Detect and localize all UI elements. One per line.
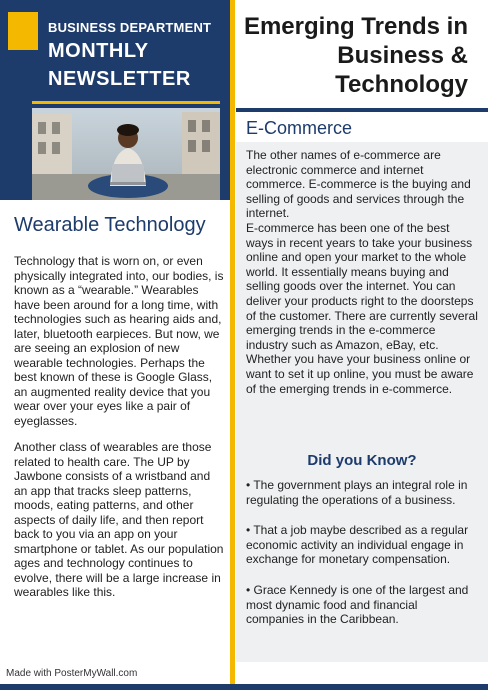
main-title-line: Business & [337, 42, 468, 69]
fact-item: • The government plays an integral role in regulating the operations of a business. [246, 478, 468, 507]
fact-item: • Grace Kennedy is one of the largest and most dynamic food and financial companies in the Caribbean. [246, 582, 469, 627]
title-underline-bar [236, 108, 488, 112]
ecommerce-paragraph: E-commerce has been one of the best ways in recent years to take your business online and open your market to the whole world. It essentially means buying and selling goods over the internet. You can deliver your products right to the doorsteps of the customer. There are currently several emerging trends in the e-commerce industry such as Amazon, eBay, etc. Whether you have your business online or want to set it up online, you must be aware of the emerging trends in e-commerce. [246, 220, 478, 396]
wearable-paragraph: Technology that is worn on, or even physically integrated into, our bodies, is known as a “wearable.” Wearables have been around for a long time, with technologies such as hearing aids and, later, bluetooth earpieces. But now, we are seeing an explosion of new wearable technologies. Perhaps the best known of these is Google Glass, an augmented reality device that you wear over your eyes like a pair of eyeglasses. [14, 254, 224, 428]
masthead-line-newsletter: NEWSLETTER [48, 68, 191, 90]
masthead-line-monthly: MONTHLY [48, 40, 149, 62]
department-label: BUSINESS DEPARTMENT [48, 20, 212, 35]
fact-item: • That a job maybe described as a regular economic activity an individual engage in exchange for monetary compensation. [246, 523, 469, 567]
postermywall-credit: Made with PosterMyWall.com [6, 668, 138, 679]
masthead [0, 0, 230, 200]
wearable-technology-heading: Wearable Technology [14, 214, 206, 236]
woman-with-laptop-photo [32, 108, 220, 200]
did-you-know-heading: Did you Know? [307, 452, 417, 469]
main-title [240, 12, 468, 99]
masthead-divider [32, 101, 220, 104]
bottom-border-bar [0, 684, 488, 690]
column-divider [230, 0, 235, 690]
did-you-know-facts [246, 478, 476, 643]
ecommerce-article [246, 148, 478, 396]
wearable-paragraph: Another class of wearables are those related to health care. The UP by Jawbone consists of a wristband and an app that tracks sleep patterns, moods, eating patterns, and other aspects of daily life, and then report back to you via an app on your smartphone or tablet. As our population ages and technology continues to evolve, there will be a large increase in wearables like this. [14, 440, 224, 599]
ecommerce-paragraph: The other names of e-commerce are electronic commerce and internet commerce. E-commerce is the buying and selling of goods and services through the internet. [246, 148, 471, 221]
main-title-line: Emerging Trends in [243, 13, 468, 40]
accent-square [8, 12, 38, 50]
main-title-line: Technology [335, 71, 468, 98]
ecommerce-heading: E-Commerce [246, 118, 353, 138]
wearable-article [14, 254, 226, 612]
